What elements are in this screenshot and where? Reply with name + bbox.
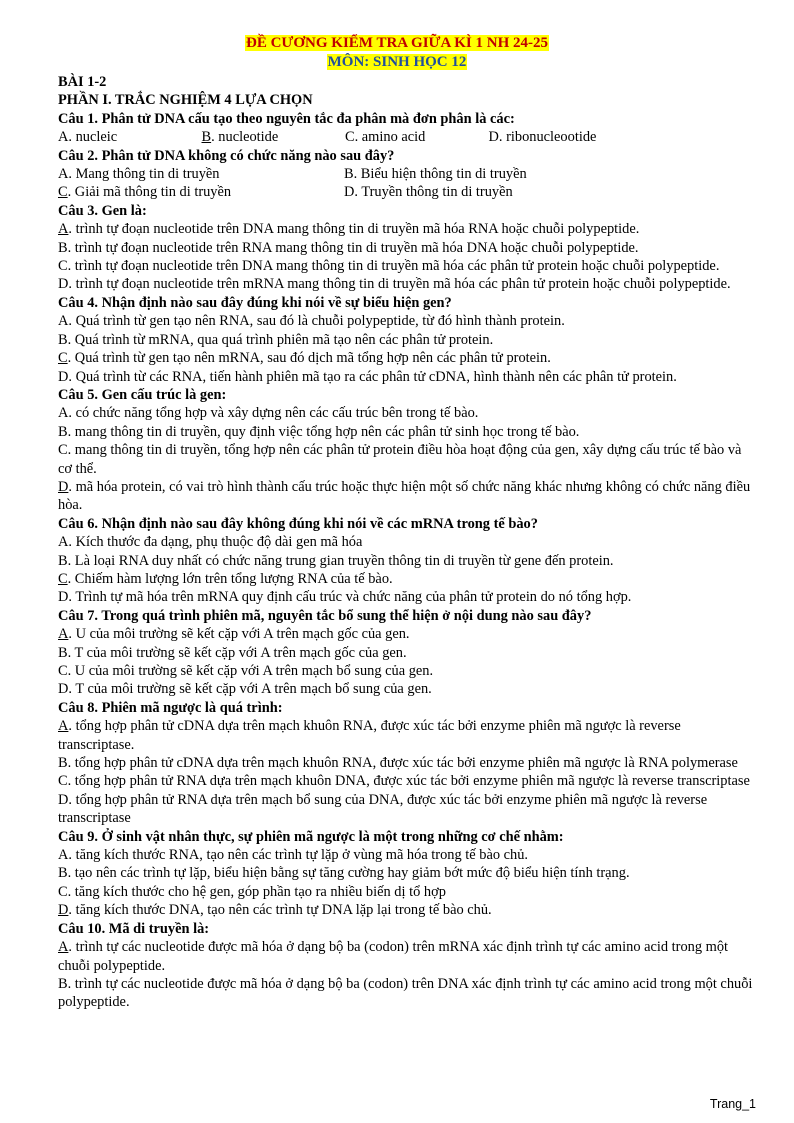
- q7-option-a: [58, 625, 758, 643]
- question-8-stem: Câu 8. Phiên mã ngược là quá trình:: [58, 699, 283, 716]
- q5-option-c: C. mang thông tin di truyền, tổng hợp nên các phân tử protein điều hòa hoạt động của gen, xây dựng cấu trúc tế bào và cơ thể.: [58, 442, 742, 477]
- answer-letter: A: [58, 626, 69, 643]
- question-1-options: [58, 128, 758, 146]
- option-text: . Giải mã thông tin di truyền: [67, 184, 232, 201]
- q9-option-a: A. tăng kích thước RNA, tạo nên các trình tự lặp ở vùng mã hóa trong tế bào chủ.: [58, 847, 529, 864]
- question-2-stem: Câu 2. Phân tử DNA không có chức năng nào sau đây?: [58, 147, 395, 164]
- q7-option-d: D. T của môi trường sẽ kết cặp với A trên mạch bổ sung của gen.: [58, 681, 432, 698]
- document-title: ĐỀ CƯƠNG KIỂM TRA GIỮA KÌ 1 NH 24-25: [246, 35, 548, 51]
- q3-option-c: C. trình tự đoạn nucleotide trên DNA mang thông tin di truyền mã hóa các phân tử protein hoặc chuỗi polypeptide.: [58, 258, 720, 275]
- subject-title: MÔN: SINH HỌC 12: [327, 54, 467, 70]
- q10-option-b: B. trình tự các nucleotide được mã hóa ở dạng bộ ba (codon) trên DNA xác định trình tự các amino acid trong một chuỗi polypeptide.: [58, 975, 753, 1011]
- question-2-options-row2: [58, 183, 758, 201]
- q4-option-b: B. Quá trình từ mRNA, qua quá trình phiên mã tạo nên các phân tử protein.: [58, 331, 494, 348]
- option-text: . nucleotide: [211, 129, 279, 146]
- q3-option-d: D. trình tự đoạn nucleotide trên mRNA mang thông tin di truyền mã hóa các phân tử protein hoặc chuỗi polypeptide.: [58, 276, 731, 293]
- answer-letter: A: [58, 718, 69, 735]
- q1-option-c: C. amino acid: [345, 129, 426, 146]
- answer-letter: C: [58, 184, 68, 201]
- q8-option-a: [58, 717, 758, 754]
- option-text: . trình tự các nucleotide được mã hóa ở dạng bộ ba (codon) trên mRNA xác định trình tự các amino acid trong một chuỗi polypeptide.: [58, 939, 729, 974]
- option-text: . tăng kích thước DNA, tạo nên các trình tự DNA lặp lại trong tế bào chủ.: [68, 902, 492, 919]
- q7-option-b: B. T của môi trường sẽ kết cặp với A trên mạch gốc của gen.: [58, 644, 407, 661]
- q6-option-b: B. Là loại RNA duy nhất có chức năng trung gian truyền thông tin di truyền từ gene đến protein.: [58, 552, 614, 569]
- answer-letter: A: [58, 939, 69, 956]
- answer-letter: D: [58, 902, 69, 919]
- question-10-stem: Câu 10. Mã di truyền là:: [58, 920, 210, 937]
- option-text: . Chiếm hàm lượng lớn trên tổng lượng RNA của tế bào.: [67, 570, 393, 587]
- option-text: . trình tự đoạn nucleotide trên DNA mang thông tin di truyền mã hóa RNA hoặc chuỗi polypeptide.: [68, 221, 640, 238]
- question-4-stem: Câu 4. Nhận định nào sau đây đúng khi nói về sự biểu hiện gen?: [58, 294, 452, 311]
- answer-letter: A: [58, 221, 69, 238]
- question-2-options-row1: [58, 165, 758, 183]
- answer-letter: C: [58, 350, 68, 367]
- q5-option-d: [58, 478, 758, 515]
- q1-option-a: A. nucleic: [58, 129, 118, 146]
- header: [0, 0, 794, 72]
- question-1-stem: Câu 1. Phân tử DNA cấu tạo theo nguyên tắc đa phân mà đơn phân là các:: [58, 110, 515, 127]
- q8-option-d: D. tổng hợp phân tử RNA dựa trên mạch bổ sung của DNA, được xúc tác bởi enzyme phiên mã ngược là reverse transcriptase: [58, 791, 708, 827]
- option-text: . U của môi trường sẽ kết cặp với A trên mạch gốc của gen.: [68, 626, 410, 643]
- q2-option-a: A. Mang thông tin di truyền: [58, 166, 220, 183]
- q8-option-b: B. tổng hợp phân tử cDNA dựa trên mạch khuôn RNA, được xúc tác bởi enzyme phiên mã ngược là RNA polymerase: [58, 755, 738, 772]
- q2-option-d: D. Truyền thông tin di truyền: [344, 184, 513, 201]
- question-6-stem: Câu 6. Nhận định nào sau đây không đúng khi nói về các mRNA trong tế bào?: [58, 515, 538, 532]
- q5-option-b: B. mang thông tin di truyền, quy định việc tổng hợp nên các phân tử sinh học trong tế bào.: [58, 423, 580, 440]
- q6-option-c: [58, 570, 758, 588]
- q9-option-b: B. tạo nên các trình tự lặp, biểu hiện bằng sự tăng cường hay giảm bớt mức độ biểu hiện tính trạng.: [58, 865, 630, 882]
- page-number: Trang_1: [709, 1097, 756, 1111]
- lesson-heading: BÀI 1-2: [58, 74, 107, 90]
- q2-option-b: B. Biểu hiện thông tin di truyền: [344, 166, 527, 183]
- q4-option-a: A. Quá trình từ gen tạo nên RNA, sau đó là chuỗi polypeptide, từ đó hình thành protein.: [58, 313, 565, 330]
- question-5-stem: Câu 5. Gen cấu trúc là gen:: [58, 386, 227, 403]
- question-9-stem: Câu 9. Ở sinh vật nhân thực, sự phiên mã ngược là một trong những cơ chế nhằm:: [58, 828, 564, 845]
- option-text: . tổng hợp phân tử cDNA dựa trên mạch khuôn RNA, được xúc tác bởi enzyme phiên mã ngược là reverse transcriptase.: [58, 718, 681, 753]
- q5-option-a: A. có chức năng tổng hợp và xây dựng nên các cấu trúc bên trong tế bào.: [58, 405, 479, 422]
- q4-option-c: [58, 349, 758, 367]
- q10-option-a: [58, 938, 758, 975]
- document-body: [58, 73, 758, 1012]
- option-text: . mã hóa protein, có vai trò hình thành cấu trúc hoặc thực hiện một số chức năng khác nhưng không có chức năng điều hòa.: [58, 478, 751, 514]
- q7-option-c: C. U của môi trường sẽ kết cặp với A trên mạch bổ sung của gen.: [58, 663, 434, 679]
- q9-option-c: C. tăng kích thước cho hệ gen, góp phần tạo ra nhiều biến dị tổ hợp: [58, 883, 446, 900]
- question-7-stem: Câu 7. Trong quá trình phiên mã, nguyên tắc bổ sung thể hiện ở nội dung nào sau đây?: [58, 607, 592, 624]
- q6-option-a: A. Kích thước đa dạng, phụ thuộc độ dài gen mã hóa: [58, 534, 363, 551]
- q3-option-b: B. trình tự đoạn nucleotide trên RNA mang thông tin di truyền mã hóa DNA hoặc chuỗi polypeptide.: [58, 239, 639, 256]
- q9-option-d: [58, 901, 758, 919]
- q1-option-d: D. ribonucleootide: [488, 129, 597, 146]
- q2-option-c: [58, 183, 344, 201]
- q6-option-d: D. Trình tự mã hóa trên mRNA quy định cấu trúc và chức năng của phân tử protein do nó tổng hợp.: [58, 589, 632, 606]
- q8-option-c: C. tổng hợp phân tử RNA dựa trên mạch khuôn DNA, được xúc tác bởi enzyme phiên mã ngược là reverse transcriptase: [58, 773, 750, 790]
- answer-letter: B: [201, 129, 212, 146]
- q4-option-d: D. Quá trình từ các RNA, tiến hành phiên mã tạo ra các phân tử cDNA, hình thành nên các phân tử protein.: [58, 368, 677, 385]
- part-heading: PHẦN I. TRẮC NGHIỆM 4 LỰA CHỌN: [58, 92, 313, 109]
- answer-letter: D: [58, 478, 69, 495]
- option-text: . Quá trình từ gen tạo nên mRNA, sau đó dịch mã tổng hợp nên các phân tử protein.: [67, 350, 551, 367]
- q1-option-b: [202, 128, 346, 146]
- q3-option-a: [58, 220, 758, 238]
- question-3-stem: Câu 3. Gen là:: [58, 202, 147, 219]
- answer-letter: C: [58, 570, 68, 587]
